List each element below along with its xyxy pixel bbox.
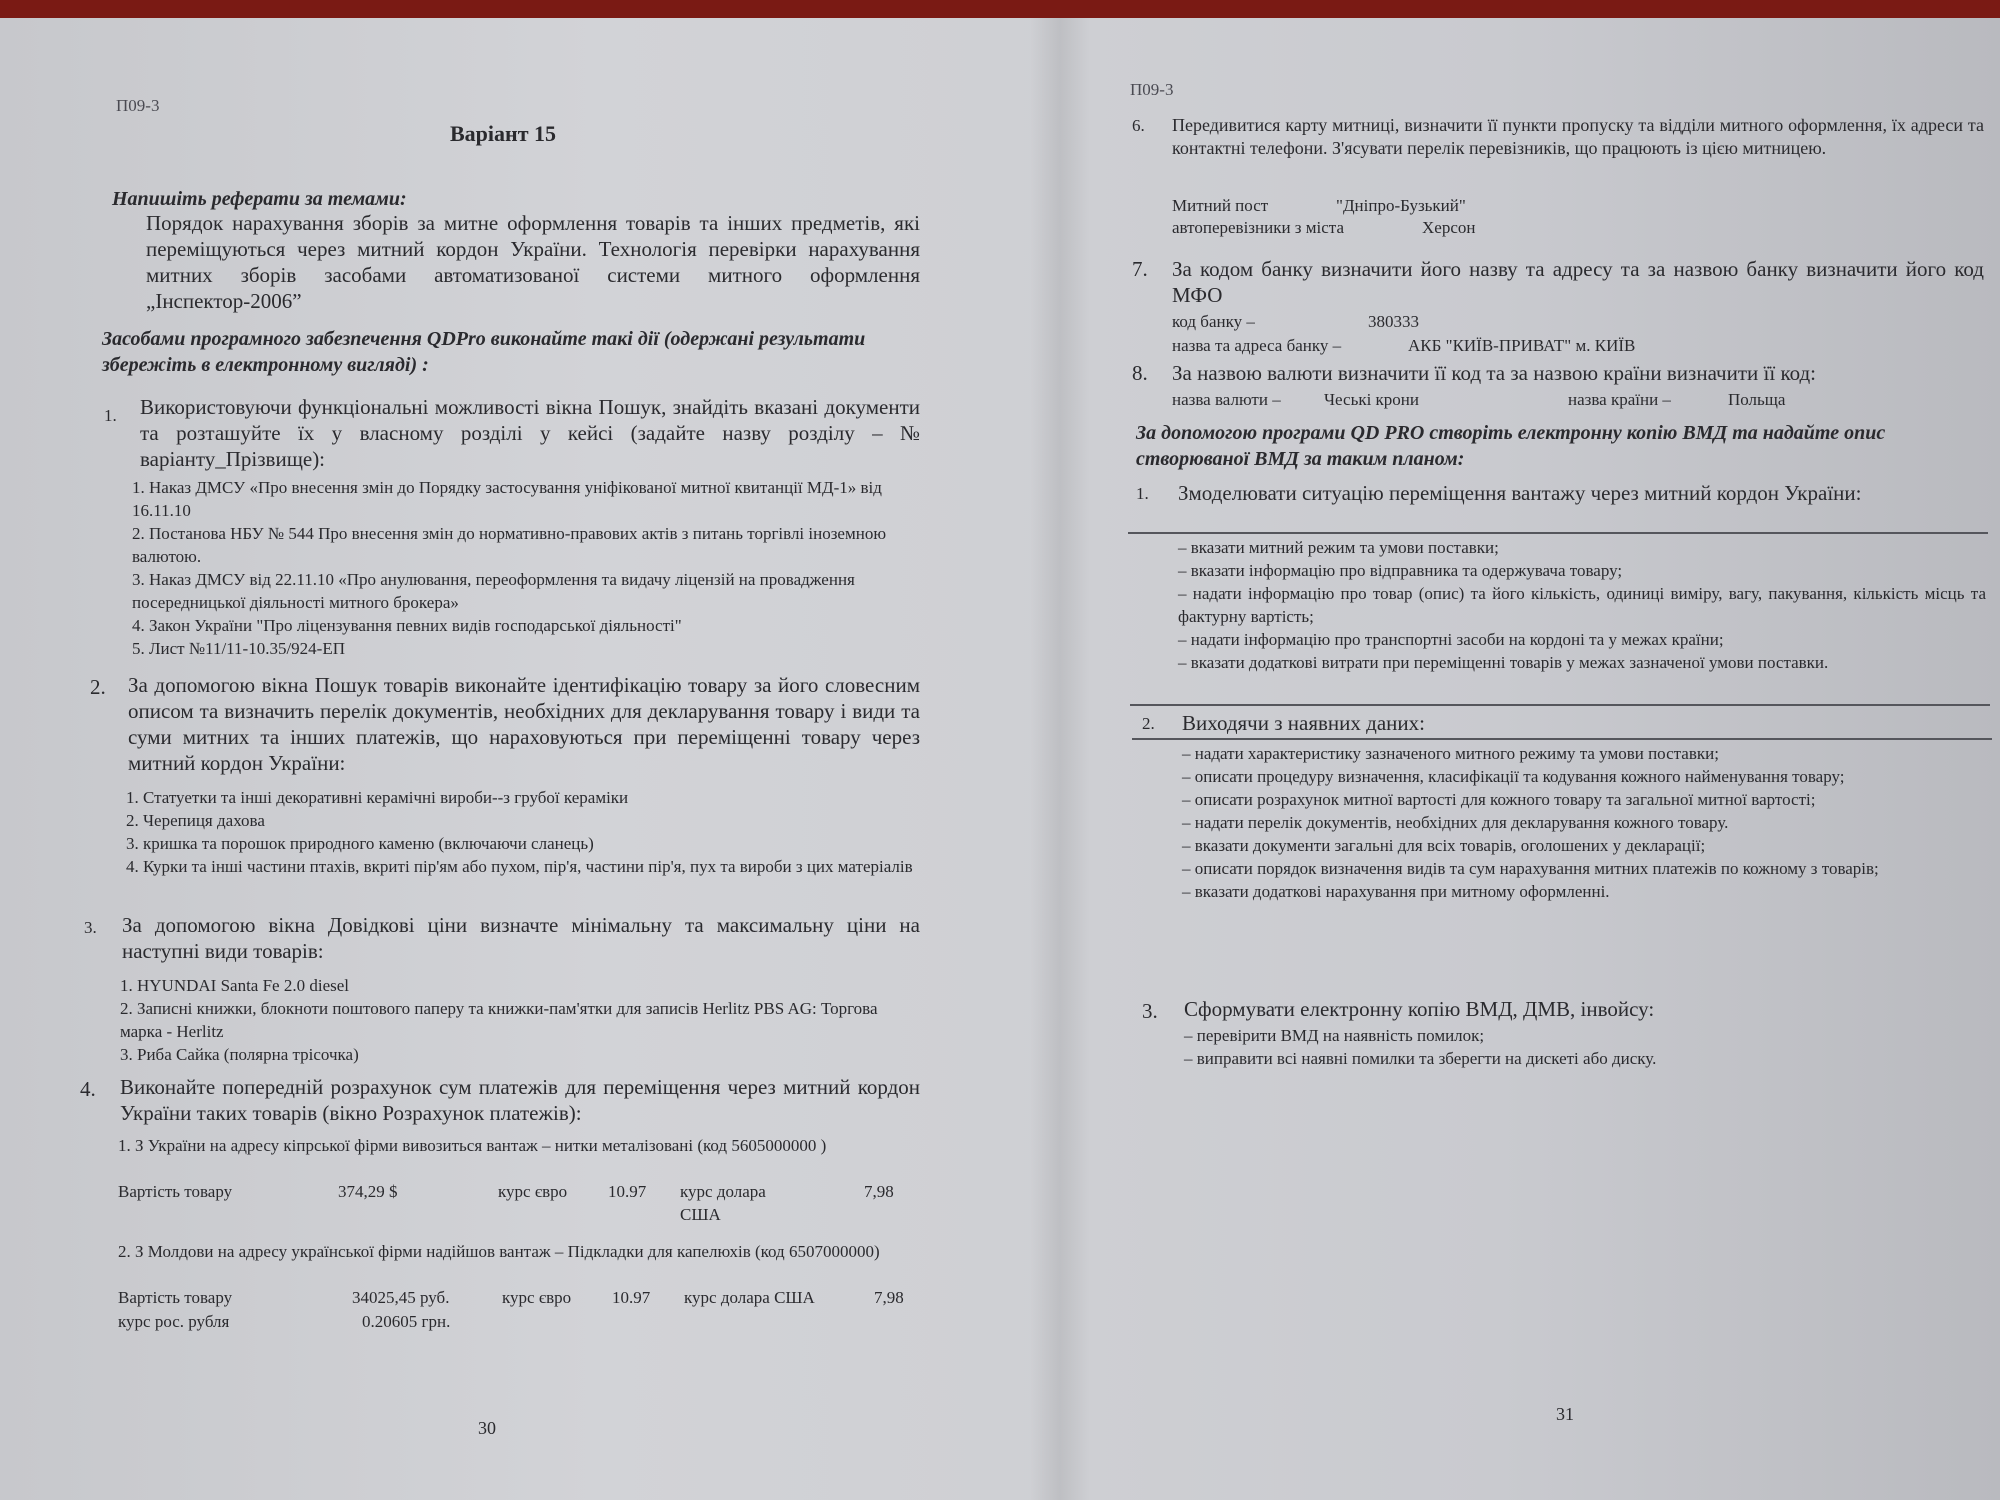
task-number: 2. — [90, 675, 106, 699]
divider — [1130, 704, 1990, 706]
list-item: 1. Наказ ДМСУ «Про внесення змін до Порядку застосування уніфікованої митної квитанції МД-1» від 16.11.10 — [132, 478, 882, 520]
list-item: 5. Лист №11/11-10.35/924-ЕП — [132, 639, 345, 658]
name-value: АКБ "КИЇВ-ПРИВАТ" м. КИЇВ — [1408, 336, 1636, 355]
essay-heading: Напишіть реферати за темами: — [112, 188, 407, 210]
list-item: – перевірити ВМД на наявність помилок; — [1184, 1026, 1485, 1045]
list-item: – вказати документи загальні для всіх товарів, оголошених у декларації; — [1182, 836, 1706, 855]
list-item: – вказати інформацію про відправника та одержувача товару; — [1178, 561, 1623, 580]
plan-items — [1178, 536, 1986, 674]
list-item: – описати розрахунок митної вартості для кожного товару та загальної митної вартості; — [1182, 790, 1816, 809]
list-item: – вказати додаткові нарахування при митному оформленні. — [1182, 882, 1610, 901]
case-text: 1. З України на адресу кіпрської фірми вивозиться вантаж – нитки металізовані (код 5605000000 ) — [118, 1136, 827, 1155]
task-text: За кодом банку визначити його назву та адресу та за назвою банку визначити його код МФО — [1172, 257, 1984, 307]
task-items — [126, 786, 920, 878]
value: 34025,45 руб. — [352, 1288, 450, 1307]
task-text: Використовуючи функціональні можливості вікна Пошук, знайдіть вказані документи та розташуйте їх у власному розділі у кейсі (задайте назву розділу – № варіанту_Прізвище): — [140, 395, 920, 471]
euro-rate: 10.97 — [612, 1288, 651, 1307]
task-number: 1. — [104, 406, 117, 425]
list-item: 3. кришка та порошок природного каменю (включаючи сланець) — [126, 834, 594, 853]
list-item: – описати порядок визначення видів та сум нарахування митних платежів по кожному з товарів; — [1182, 859, 1879, 878]
right-page — [1060, 18, 2000, 1500]
task-items — [120, 974, 920, 1066]
page-number: 31 — [1556, 1404, 1574, 1424]
task-values — [1172, 194, 1984, 240]
case-values — [118, 1286, 922, 1334]
currency-value: Чеські крони — [1324, 390, 1420, 409]
plan-text: Сформувати електронну копію ВМД, ДМВ, інвойсу: — [1184, 997, 1655, 1021]
case-values — [118, 1180, 922, 1226]
list-item: 2. Постанова НБУ № 544 Про внесення змін до нормативно-правових актів з питань торгівлі іноземною валютою. — [132, 524, 887, 566]
list-item: – вказати митний режим та умови поставки; — [1178, 538, 1499, 557]
plan-text: Змоделювати ситуацію переміщення вантажу через митний кордон України: — [1178, 481, 1862, 505]
list-item: – надати перелік документів, необхідних для декларування кожного товару. — [1182, 813, 1729, 832]
country-label: назва країни – — [1568, 390, 1671, 409]
task-number: 8. — [1132, 361, 1148, 385]
rub-label: курс рос. рубля — [118, 1312, 230, 1331]
page-header: П09-3 — [116, 96, 160, 115]
usd-label: курс долара США — [684, 1288, 815, 1307]
value: 374,29 $ — [338, 1182, 398, 1201]
plan-items — [1184, 1024, 1990, 1070]
euro-rate: 10.97 — [608, 1182, 647, 1201]
list-item: 4. Курки та інші частини птахів, вкриті пір'ям або пухом, пір'я, частини пір'я, пух та вироби з цих матеріалів — [126, 857, 913, 876]
task-number: 7. — [1132, 257, 1148, 281]
list-item: – надати характеристику зазначеного митного режиму та умови поставки; — [1182, 744, 1719, 763]
usd-label: курс долара США — [680, 1182, 766, 1224]
plan-items — [1182, 742, 1996, 903]
plan-text: Виходячи з наявних даних: — [1182, 711, 1425, 735]
page-number: 30 — [478, 1418, 496, 1438]
task-text: Передивитися карту митниці, визначити її пункти пропуску та відділи митного оформлення, їх адреси та контактні телефони. З'ясувати перелік перевізників, що працюють із цією митницею. — [1172, 115, 1984, 158]
page-title: Варіант 15 — [450, 121, 557, 146]
code-label: код банку – — [1172, 312, 1255, 331]
plan-number: 1. — [1136, 484, 1149, 503]
document-spread — [0, 18, 2000, 1500]
post-label: Митний пост — [1172, 196, 1269, 215]
usd-rate: 7,98 — [864, 1182, 894, 1201]
list-item: – виправити всі наявні помилки та зберегти на дискеті або диску. — [1184, 1049, 1657, 1068]
currency-label: назва валюти – — [1172, 390, 1281, 409]
carriers-value: Херсон — [1422, 218, 1476, 237]
list-item: – вказати додаткові витрати при переміщенні товарів у межах зазначеної умови поставки. — [1178, 653, 1829, 672]
country-value: Польща — [1728, 390, 1786, 409]
page-header: П09-3 — [1130, 80, 1174, 99]
task-values — [1172, 310, 1984, 356]
task-text: За допомогою вікна Довідкові ціни визначте мінімальну та максимальну ціни на наступні види товарів: — [122, 913, 920, 963]
list-item: 1. HYUNDAI Santa Fe 2.0 diesel — [120, 976, 349, 995]
value-label: Вартість товару — [118, 1182, 233, 1201]
euro-label: курс євро — [502, 1288, 572, 1307]
case-text: 2. З Молдови на адресу української фірми надійшов вантаж – Підкладки для капелюхів (код 6507000000) — [118, 1242, 880, 1261]
rub-rate: 0.20605 грн. — [362, 1312, 451, 1331]
task-text: За допомогою вікна Пошук товарів виконайте ідентифікацію товару за його словесним описом та визначить перелік документів, необхідних для декларування товару і види та суми митних та інших платежів, що нараховуються при переміщенні товару через митний кордон України: — [128, 673, 920, 775]
list-item: 3. Наказ ДМСУ від 22.11.10 «Про анулювання, переоформлення та видачу ліцензій на провадження посередницької діяльності митного брокера» — [132, 570, 855, 612]
name-label: назва та адреса банку – — [1172, 336, 1342, 355]
euro-label: курс євро — [498, 1182, 568, 1201]
task-number: 4. — [80, 1077, 96, 1101]
task-values — [1172, 388, 1984, 412]
task-number: 3. — [84, 918, 97, 937]
list-item: 1. Статуетки та інші декоративні керамічні вироби--з грубої кераміки — [126, 788, 629, 807]
list-item: – описати процедуру визначення, класифікації та кодування кожного найменування товару; — [1182, 767, 1845, 786]
vmd-heading: За допомогою програми QD PRO створіть електронну копію ВМД та надайте опис створюваної ВМД за таким планом: — [1136, 422, 1886, 470]
usd-rate: 7,98 — [874, 1288, 904, 1307]
task-items — [132, 476, 922, 660]
list-item: 4. Закон України "Про ліцензування певних видів господарської діяльності" — [132, 616, 682, 635]
task-text: Виконайте попередній розрахунок сум платежів для переміщення через митний кордон України таких товарів (вікно Розрахунок платежів): — [120, 1075, 920, 1125]
post-value: "Дніпро-Бузький" — [1336, 196, 1466, 215]
plan-number: 3. — [1142, 999, 1158, 1023]
list-item: – надати інформацію про товар (опис) та його кількість, одиниці виміру, вагу, пакування, кількість місць та фактурну вартість; — [1178, 584, 1986, 626]
task-number: 6. — [1132, 116, 1145, 135]
code-value: 380333 — [1368, 312, 1419, 331]
list-item: – надати інформацію про транспортні засоби на кордоні та у межах країни; — [1178, 630, 1724, 649]
qdpro-heading: Засобами програмного забезпечення QDPro виконайте такі дії (одержані результати збережіть в електронному вигляді) : — [102, 328, 866, 376]
task-text: За назвою валюти визначити її код та за назвою країни визначити її код: — [1172, 361, 1816, 385]
divider — [1132, 738, 1992, 740]
essay-text: Порядок нарахування зборів за митне оформлення товарів та інших предметів, які переміщуються через митний кордон України. Технологія перевірки нарахування митних зборів засобами автоматизованої системи митного оформлення „Інспектор-2006” — [146, 211, 920, 313]
list-item: 3. Риба Сайка (полярна тріcочка) — [120, 1045, 359, 1064]
left-page — [0, 18, 1040, 1500]
list-item: 2. Черепиця дахова — [126, 811, 265, 830]
value-label: Вартість товару — [118, 1288, 233, 1307]
divider — [1128, 532, 1988, 534]
list-item: 2. Записні книжки, блокноти поштового паперу та книжки-пам'ятки для записів Herlitz PBS AG: Торгова марка - Herlitz — [120, 999, 878, 1041]
carriers-label: автоперевізники з міста — [1172, 218, 1344, 237]
plan-number: 2. — [1142, 714, 1155, 733]
